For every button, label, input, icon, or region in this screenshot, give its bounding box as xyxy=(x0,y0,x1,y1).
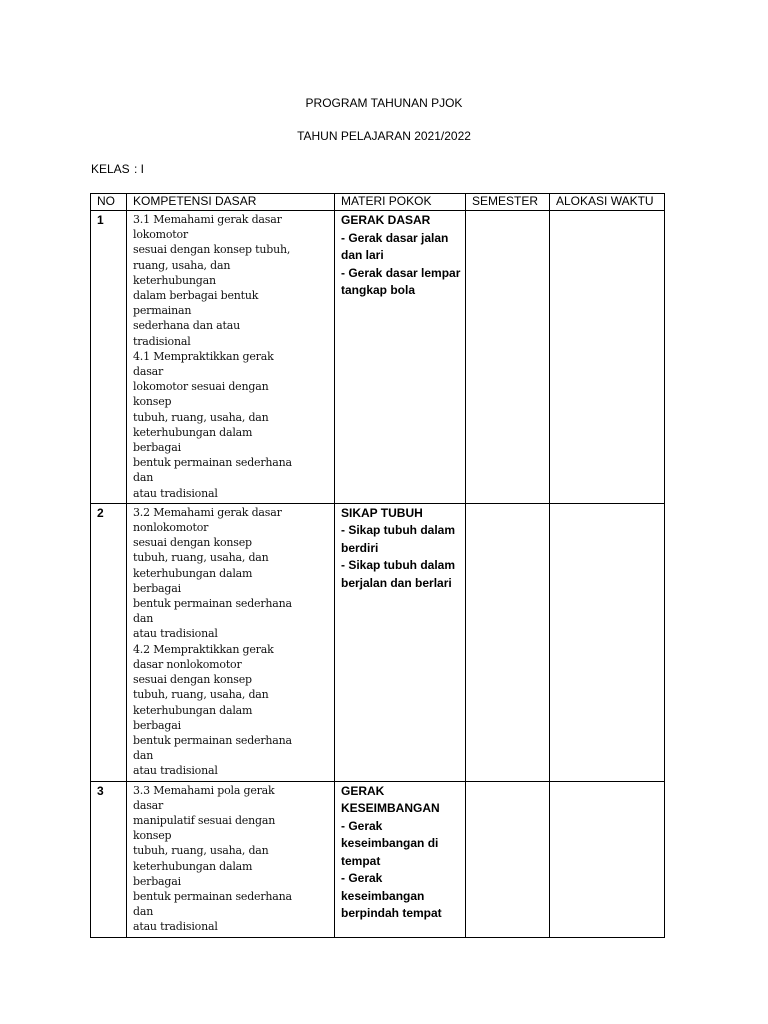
kd-line: sesuai dengan konsep tubuh, xyxy=(133,243,291,257)
kd-line: dasar xyxy=(133,365,164,379)
kd-line: keterhubungan dalam xyxy=(133,859,253,873)
kd-line: lokomotor xyxy=(133,228,188,242)
header-semester: SEMESTER xyxy=(466,194,550,211)
kd-line: 3.3 Memahami pola gerak xyxy=(133,783,275,797)
kd-line: manipulatif sesuai dengan xyxy=(133,813,276,827)
alokasi-waktu-cell xyxy=(550,781,665,937)
kd-line: bentuk permainan sederhana xyxy=(133,889,292,903)
kd-line: dan xyxy=(133,905,154,919)
kd-line: dan xyxy=(133,749,154,763)
kelas-line xyxy=(91,162,144,176)
mp-line: - Gerak keseimbangan di tempat xyxy=(341,818,439,868)
kd-line: lokomotor sesuai dengan xyxy=(133,380,269,394)
mp-line: - Gerak dasar jalan dan lari xyxy=(341,230,449,262)
kelas-value: : I xyxy=(134,162,145,176)
row-no: 1 xyxy=(91,211,127,504)
materi-pokok-cell xyxy=(335,503,466,781)
alokasi-waktu-cell xyxy=(550,503,665,781)
semester-cell xyxy=(466,781,550,937)
mp-line: GERAK KESEIMBANGAN xyxy=(341,783,440,816)
materi-pokok-cell xyxy=(335,211,466,504)
kd-line: berbagai xyxy=(133,441,181,455)
kd-line: dan xyxy=(133,612,154,626)
kd-line: keterhubungan dalam xyxy=(133,425,253,439)
kd-line: 3.1 Memahami gerak dasar xyxy=(133,213,282,226)
kd-line: sesuai dengan konsep xyxy=(133,673,252,687)
kd-line: nonlokomotor xyxy=(133,521,209,535)
kd-line: 4.1 Mempraktikkan gerak xyxy=(133,349,274,363)
kd-line: berbagai xyxy=(133,718,181,732)
kd-line: konsep xyxy=(133,829,172,843)
kd-line: keterhubungan dalam xyxy=(133,703,253,717)
mp-line: - Gerak dasar lempar tangkap bola xyxy=(341,265,461,297)
kd-line: sederhana dan atau xyxy=(133,319,240,333)
header-kompetensi-dasar: KOMPETENSI DASAR xyxy=(127,194,335,211)
kd-line: atau tradisional xyxy=(133,486,218,500)
kd-line: tubuh, ruang, usaha, dan xyxy=(133,410,269,424)
header-no: NO xyxy=(91,194,127,211)
kd-line: dasar nonlokomotor xyxy=(133,657,242,671)
kd-line: 4.2 Mempraktikkan gerak xyxy=(133,642,274,656)
kd-line: dalam berbagai bentuk xyxy=(133,289,259,303)
kompetensi-dasar-cell xyxy=(127,503,335,781)
kd-line: tubuh, ruang, usaha, dan xyxy=(133,844,269,858)
kd-line: ruang, usaha, dan xyxy=(133,258,231,272)
alokasi-waktu-cell xyxy=(550,211,665,504)
kompetensi-dasar-cell xyxy=(127,211,335,504)
mp-line: - Sikap tubuh dalam berdiri xyxy=(341,523,456,555)
kd-line: atau tradisional xyxy=(133,627,218,641)
header-materi-pokok: MATERI POKOK xyxy=(335,194,466,211)
kompetensi-dasar-cell xyxy=(127,781,335,937)
materi-pokok-cell xyxy=(335,781,466,937)
table-row xyxy=(91,211,665,504)
kelas-label: KELAS xyxy=(91,162,130,176)
table-header-row xyxy=(91,194,665,211)
kd-line: sesuai dengan konsep xyxy=(133,536,252,550)
kd-line: berbagai xyxy=(133,581,181,595)
table-row xyxy=(91,781,665,937)
kd-line: bentuk permainan sederhana xyxy=(133,733,292,747)
row-no: 2 xyxy=(91,503,127,781)
mp-line: - Gerak keseimbangan berpindah tempat xyxy=(341,871,442,921)
kd-line: atau tradisional xyxy=(133,920,218,934)
semester-cell xyxy=(466,211,550,504)
mp-line: GERAK DASAR xyxy=(341,213,431,227)
kd-line: tubuh, ruang, usaha, dan xyxy=(133,688,269,702)
document-subtitle: TAHUN PELAJARAN 2021/2022 xyxy=(297,129,471,143)
kd-line: atau tradisional xyxy=(133,764,218,778)
kd-line: konsep xyxy=(133,395,172,409)
kd-line: permainan xyxy=(133,304,192,318)
semester-cell xyxy=(466,503,550,781)
document-title: PROGRAM TAHUNAN PJOK xyxy=(305,96,463,110)
kd-line: tubuh, ruang, usaha, dan xyxy=(133,551,269,565)
kd-line: 3.2 Memahami gerak dasar xyxy=(133,505,282,519)
kd-line: bentuk permainan sederhana xyxy=(133,456,292,470)
kd-line: dasar xyxy=(133,798,164,812)
kd-line: berbagai xyxy=(133,874,181,888)
header-alokasi-waktu: ALOKASI WAKTU xyxy=(550,194,665,211)
row-no: 3 xyxy=(91,781,127,937)
mp-line: SIKAP TUBUH xyxy=(341,505,423,520)
mp-line: - Sikap tubuh dalam berjalan dan berlari xyxy=(341,558,456,590)
kd-line: keterhubungan dalam xyxy=(133,566,253,580)
kd-line: tradisional xyxy=(133,334,191,348)
kd-line: keterhubungan xyxy=(133,273,216,287)
program-table xyxy=(90,193,665,938)
kd-line: bentuk permainan sederhana xyxy=(133,597,292,611)
kd-line: dan xyxy=(133,471,154,485)
table-row xyxy=(91,503,665,781)
